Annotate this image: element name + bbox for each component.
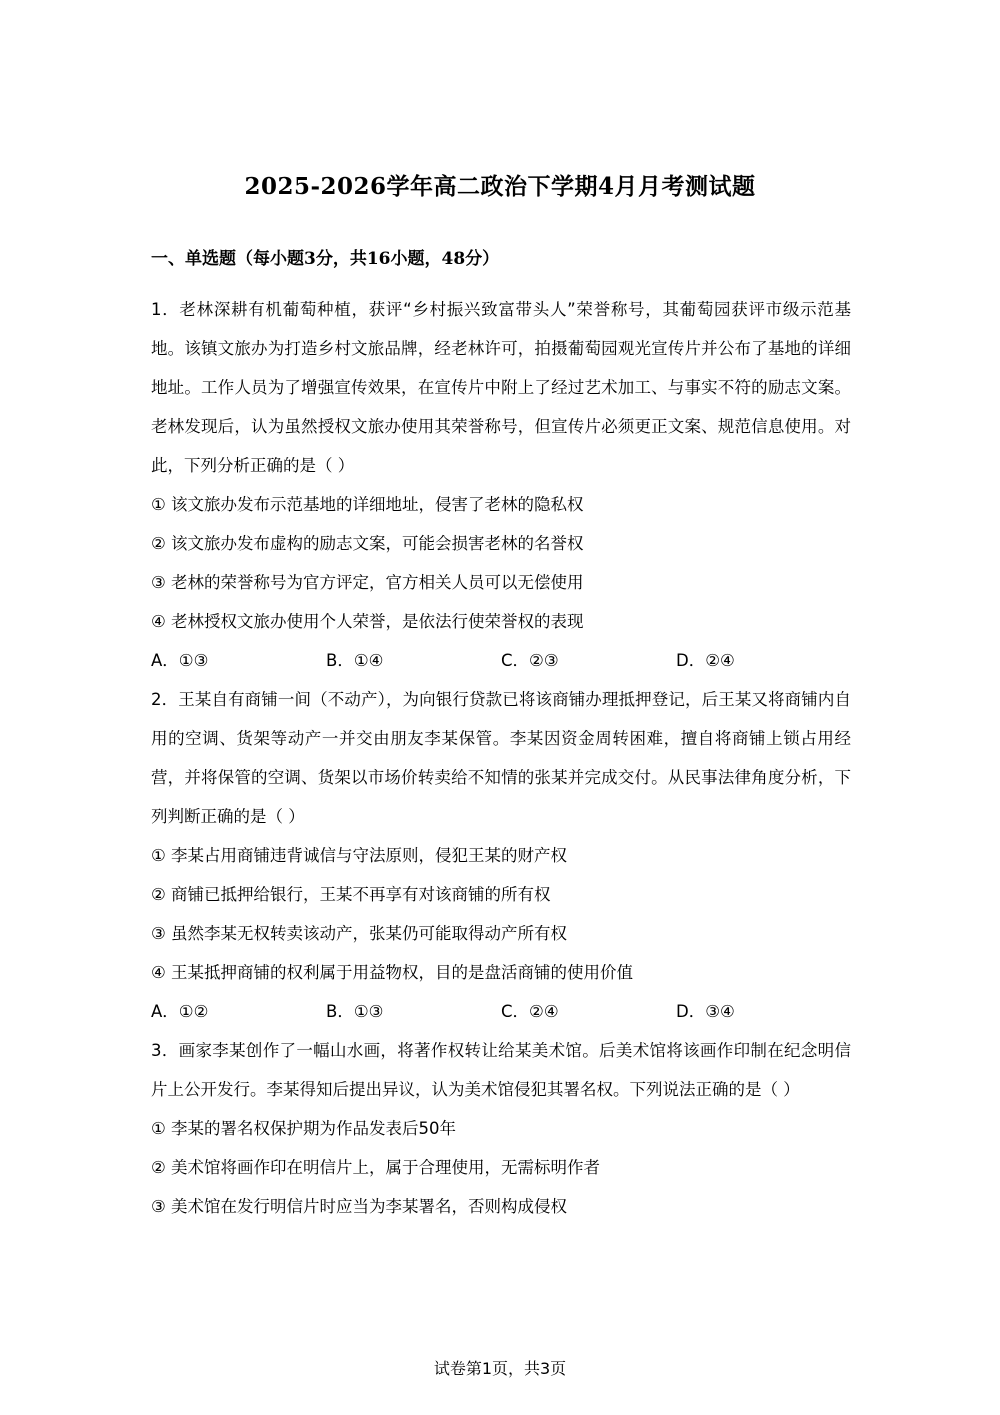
statement-option: ③ 虽然李某无权转卖该动产，张某仍可能取得动产所有权 xyxy=(151,924,568,943)
statement-option: ③ 老林的荣誉称号为官方评定，官方相关人员可以无偿使用 xyxy=(151,573,584,592)
answer-choices xyxy=(151,641,851,680)
question-stem: 2．王某自有商铺一间（不动产），为向银行贷款已将该商铺办理抵押登记，后王某又将商铺内自用的空调、货架等动产一并交由朋友李某保管。李某因资金周转困难，擅自将商铺上锁占用经营，并将保管的空调、货架以市场价转卖给不知情的张某并完成交付。从民事法律角度分析，下列判断正确的是（ ） xyxy=(151,690,851,826)
choice-b: B．①③ xyxy=(326,1002,384,1021)
section-heading: 一、单选题（每小题3分，共16小题，48分） xyxy=(151,249,500,269)
question-stem: 1．老林深耕有机葡萄种植，获评“乡村振兴致富带头人”荣誉称号，其葡萄园获评市级示范基地。该镇文旅办为打造乡村文旅品牌，经老林许可，拍摄葡萄园观光宣传片并公布了基地的详细地址。工作人员为了增强宣传效果，在宣传片中附上了经过艺术加工、与事实不符的励志文案。老林发现后，认为虽然授权文旅办使用其荣誉称号，但宣传片必须更正文案、规范信息使用。对此，下列分析正确的是（ ） xyxy=(151,300,851,475)
question-stem: 3．画家李某创作了一幅山水画，将著作权转让给某美术馆。后美术馆将该画作印制在纪念明信片上公开发行。李某得知后提出异议，认为美术馆侵犯其署名权。下列说法正确的是（ ） xyxy=(151,1041,851,1099)
question-2 xyxy=(151,680,851,1031)
statement-option: ② 该文旅办发布虚构的励志文案，可能会损害老林的名誉权 xyxy=(151,534,584,553)
statement-option: ② 美术馆将画作印在明信片上，属于合理使用，无需标明作者 xyxy=(151,1158,601,1177)
page-footer: 试卷第1页，共3页 xyxy=(433,1359,567,1378)
statement-option: ③ 美术馆在发行明信片时应当为李某署名，否则构成侵权 xyxy=(151,1197,568,1216)
choice-c: C．②④ xyxy=(501,1002,559,1021)
question-3 xyxy=(151,1031,851,1226)
statement-option: ① 李某的署名权保护期为作品发表后50年 xyxy=(151,1119,457,1138)
question-list xyxy=(151,290,851,1226)
statement-option: ④ 老林授权文旅办使用个人荣誉，是依法行使荣誉权的表现 xyxy=(151,612,584,631)
answer-choices xyxy=(151,992,851,1031)
statement-option: ① 李某占用商铺违背诚信与守法原则，侵犯王某的财产权 xyxy=(151,846,568,865)
choice-c: C．②③ xyxy=(501,651,559,670)
choice-d: D．③④ xyxy=(676,1002,735,1021)
page-title: 2025-2026学年高二政治下学期4月月考测试题 xyxy=(244,173,756,200)
statement-option: ① 该文旅办发布示范基地的详细地址，侵害了老林的隐私权 xyxy=(151,495,584,514)
choice-a: A．①② xyxy=(151,1002,209,1021)
choice-d: D．②④ xyxy=(676,651,735,670)
statement-option: ② 商铺已抵押给银行，王某不再享有对该商铺的所有权 xyxy=(151,885,551,904)
choice-b: B．①④ xyxy=(326,651,384,670)
question-1 xyxy=(151,290,851,680)
statement-option: ④ 王某抵押商铺的权利属于用益物权，目的是盘活商铺的使用价值 xyxy=(151,963,634,982)
choice-a: A．①③ xyxy=(151,651,209,670)
